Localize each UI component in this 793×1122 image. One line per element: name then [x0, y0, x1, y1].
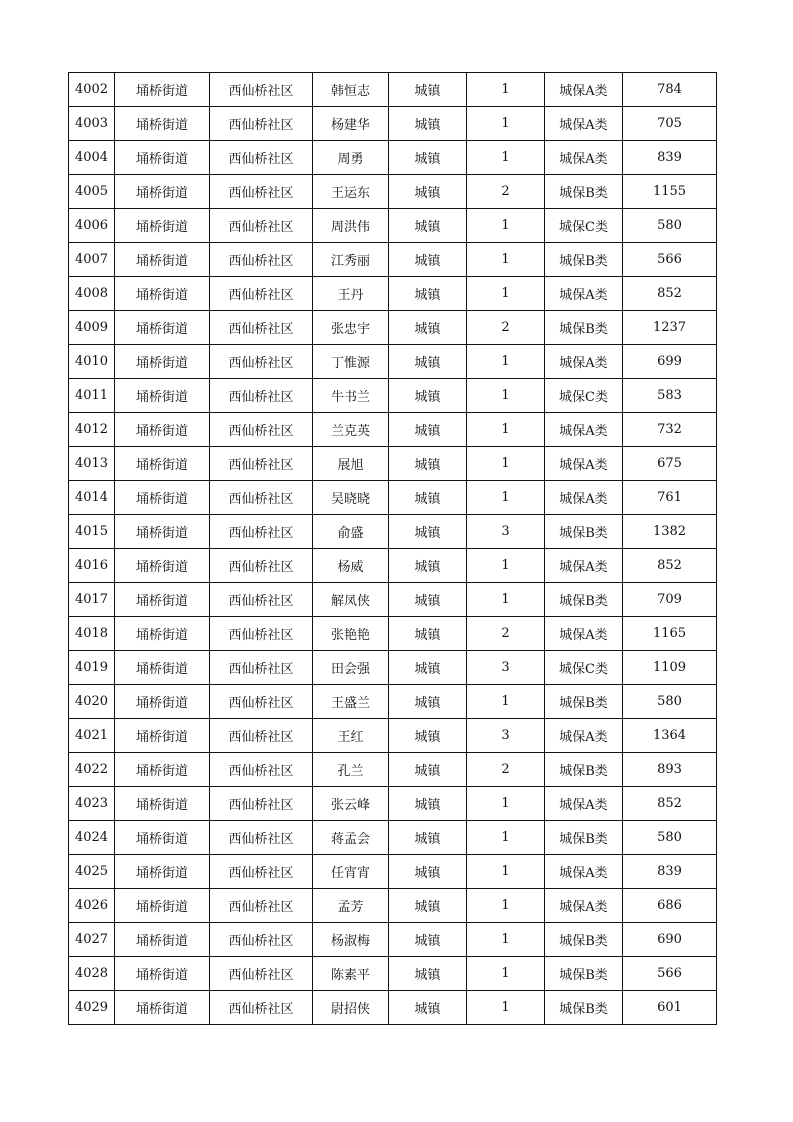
community-name-cell: 西仙桥社区: [210, 345, 313, 379]
person-name-cell: 尉招侠: [313, 991, 389, 1025]
row-id-cell: 4004: [69, 141, 115, 175]
benefit-amount-cell: 893: [623, 753, 717, 787]
table-row: [69, 107, 717, 141]
community-name-cell: 西仙桥社区: [210, 413, 313, 447]
insurance-category-cell: 城保A类: [545, 889, 623, 923]
street-name-cell: 埇桥街道: [115, 243, 210, 277]
benefit-amount-cell: 699: [623, 345, 717, 379]
household-count-cell: 3: [467, 719, 545, 753]
insurance-category-cell: 城保B类: [545, 685, 623, 719]
community-name-cell: 西仙桥社区: [210, 889, 313, 923]
table-row: [69, 787, 717, 821]
row-id-cell: 4012: [69, 413, 115, 447]
residence-type-cell: 城镇: [389, 821, 467, 855]
benefit-amount-cell: 839: [623, 855, 717, 889]
row-id-cell: 4009: [69, 311, 115, 345]
insurance-category-cell: 城保B类: [545, 753, 623, 787]
street-name-cell: 埇桥街道: [115, 515, 210, 549]
person-name-cell: 王红: [313, 719, 389, 753]
street-name-cell: 埇桥街道: [115, 73, 210, 107]
person-name-cell: 周勇: [313, 141, 389, 175]
street-name-cell: 埇桥街道: [115, 583, 210, 617]
row-id-cell: 4005: [69, 175, 115, 209]
household-count-cell: 1: [467, 923, 545, 957]
person-name-cell: 蒋孟会: [313, 821, 389, 855]
residence-type-cell: 城镇: [389, 413, 467, 447]
street-name-cell: 埇桥街道: [115, 855, 210, 889]
row-id-cell: 4025: [69, 855, 115, 889]
row-id-cell: 4023: [69, 787, 115, 821]
benefit-amount-cell: 1109: [623, 651, 717, 685]
household-count-cell: 1: [467, 889, 545, 923]
community-name-cell: 西仙桥社区: [210, 243, 313, 277]
residence-type-cell: 城镇: [389, 73, 467, 107]
benefit-amount-cell: 709: [623, 583, 717, 617]
street-name-cell: 埇桥街道: [115, 481, 210, 515]
row-id-cell: 4024: [69, 821, 115, 855]
community-name-cell: 西仙桥社区: [210, 957, 313, 991]
residence-type-cell: 城镇: [389, 617, 467, 651]
community-name-cell: 西仙桥社区: [210, 515, 313, 549]
row-id-cell: 4018: [69, 617, 115, 651]
benefit-amount-cell: 580: [623, 821, 717, 855]
benefit-amount-cell: 690: [623, 923, 717, 957]
insurance-category-cell: 城保B类: [545, 991, 623, 1025]
street-name-cell: 埇桥街道: [115, 549, 210, 583]
street-name-cell: 埇桥街道: [115, 957, 210, 991]
table-row: [69, 277, 717, 311]
insurance-category-cell: 城保A类: [545, 107, 623, 141]
benefit-amount-cell: 839: [623, 141, 717, 175]
benefit-amount-cell: 1382: [623, 515, 717, 549]
person-name-cell: 解凤侠: [313, 583, 389, 617]
community-name-cell: 西仙桥社区: [210, 73, 313, 107]
residence-type-cell: 城镇: [389, 957, 467, 991]
person-name-cell: 王盛兰: [313, 685, 389, 719]
person-name-cell: 田会强: [313, 651, 389, 685]
row-id-cell: 4003: [69, 107, 115, 141]
row-id-cell: 4010: [69, 345, 115, 379]
insurance-category-cell: 城保A类: [545, 855, 623, 889]
residence-type-cell: 城镇: [389, 719, 467, 753]
row-id-cell: 4006: [69, 209, 115, 243]
row-id-cell: 4002: [69, 73, 115, 107]
row-id-cell: 4028: [69, 957, 115, 991]
community-name-cell: 西仙桥社区: [210, 107, 313, 141]
table-row: [69, 481, 717, 515]
table-row: [69, 209, 717, 243]
row-id-cell: 4016: [69, 549, 115, 583]
person-name-cell: 展旭: [313, 447, 389, 481]
roster-body: [69, 73, 717, 1025]
table-row: [69, 957, 717, 991]
person-name-cell: 周洪伟: [313, 209, 389, 243]
insurance-category-cell: 城保A类: [545, 549, 623, 583]
residence-type-cell: 城镇: [389, 243, 467, 277]
table-row: [69, 549, 717, 583]
community-name-cell: 西仙桥社区: [210, 141, 313, 175]
insurance-category-cell: 城保B类: [545, 311, 623, 345]
street-name-cell: 埇桥街道: [115, 719, 210, 753]
community-name-cell: 西仙桥社区: [210, 923, 313, 957]
household-count-cell: 1: [467, 447, 545, 481]
insurance-category-cell: 城保B类: [545, 175, 623, 209]
residence-type-cell: 城镇: [389, 549, 467, 583]
street-name-cell: 埇桥街道: [115, 753, 210, 787]
household-count-cell: 1: [467, 991, 545, 1025]
street-name-cell: 埇桥街道: [115, 175, 210, 209]
household-count-cell: 2: [467, 753, 545, 787]
insurance-category-cell: 城保B类: [545, 243, 623, 277]
street-name-cell: 埇桥街道: [115, 889, 210, 923]
benefit-amount-cell: 686: [623, 889, 717, 923]
residence-type-cell: 城镇: [389, 753, 467, 787]
person-name-cell: 陈素平: [313, 957, 389, 991]
insurance-category-cell: 城保A类: [545, 719, 623, 753]
residence-type-cell: 城镇: [389, 345, 467, 379]
insurance-category-cell: 城保A类: [545, 73, 623, 107]
household-count-cell: 1: [467, 855, 545, 889]
person-name-cell: 韩恒志: [313, 73, 389, 107]
household-count-cell: 3: [467, 651, 545, 685]
residence-type-cell: 城镇: [389, 651, 467, 685]
benefit-amount-cell: 601: [623, 991, 717, 1025]
benefit-amount-cell: 1237: [623, 311, 717, 345]
household-count-cell: 1: [467, 141, 545, 175]
row-id-cell: 4021: [69, 719, 115, 753]
residence-type-cell: 城镇: [389, 515, 467, 549]
table-row: [69, 685, 717, 719]
row-id-cell: 4013: [69, 447, 115, 481]
street-name-cell: 埇桥街道: [115, 923, 210, 957]
insurance-category-cell: 城保A类: [545, 447, 623, 481]
table-row: [69, 821, 717, 855]
table-row: [69, 583, 717, 617]
benefit-amount-cell: 583: [623, 379, 717, 413]
street-name-cell: 埇桥街道: [115, 685, 210, 719]
community-name-cell: 西仙桥社区: [210, 617, 313, 651]
insurance-category-cell: 城保A类: [545, 787, 623, 821]
insurance-category-cell: 城保C类: [545, 651, 623, 685]
table-row: [69, 447, 717, 481]
table-row: [69, 345, 717, 379]
benefit-amount-cell: 732: [623, 413, 717, 447]
benefit-amount-cell: 580: [623, 209, 717, 243]
community-name-cell: 西仙桥社区: [210, 719, 313, 753]
table-row: [69, 141, 717, 175]
benefit-amount-cell: 566: [623, 957, 717, 991]
household-count-cell: 1: [467, 73, 545, 107]
row-id-cell: 4019: [69, 651, 115, 685]
table-row: [69, 719, 717, 753]
table-row: [69, 753, 717, 787]
row-id-cell: 4007: [69, 243, 115, 277]
residence-type-cell: 城镇: [389, 107, 467, 141]
person-name-cell: 牛书兰: [313, 379, 389, 413]
residence-type-cell: 城镇: [389, 583, 467, 617]
row-id-cell: 4011: [69, 379, 115, 413]
household-count-cell: 1: [467, 481, 545, 515]
benefit-amount-cell: 852: [623, 549, 717, 583]
benefit-amount-cell: 566: [623, 243, 717, 277]
table-row: [69, 413, 717, 447]
insurance-category-cell: 城保A类: [545, 277, 623, 311]
residence-type-cell: 城镇: [389, 923, 467, 957]
table-row: [69, 311, 717, 345]
person-name-cell: 江秀丽: [313, 243, 389, 277]
insurance-category-cell: 城保B类: [545, 515, 623, 549]
street-name-cell: 埇桥街道: [115, 209, 210, 243]
residence-type-cell: 城镇: [389, 141, 467, 175]
street-name-cell: 埇桥街道: [115, 413, 210, 447]
residence-type-cell: 城镇: [389, 175, 467, 209]
benefit-amount-cell: 1165: [623, 617, 717, 651]
insurance-category-cell: 城保C类: [545, 379, 623, 413]
table-row: [69, 379, 717, 413]
household-count-cell: 1: [467, 549, 545, 583]
street-name-cell: 埇桥街道: [115, 447, 210, 481]
household-count-cell: 1: [467, 787, 545, 821]
street-name-cell: 埇桥街道: [115, 821, 210, 855]
residence-type-cell: 城镇: [389, 447, 467, 481]
street-name-cell: 埇桥街道: [115, 651, 210, 685]
community-name-cell: 西仙桥社区: [210, 583, 313, 617]
residence-type-cell: 城镇: [389, 481, 467, 515]
residence-type-cell: 城镇: [389, 787, 467, 821]
row-id-cell: 4027: [69, 923, 115, 957]
person-name-cell: 丁惟源: [313, 345, 389, 379]
table-row: [69, 175, 717, 209]
benefit-amount-cell: 675: [623, 447, 717, 481]
residence-type-cell: 城镇: [389, 277, 467, 311]
community-name-cell: 西仙桥社区: [210, 277, 313, 311]
insurance-category-cell: 城保A类: [545, 413, 623, 447]
table-row: [69, 923, 717, 957]
community-name-cell: 西仙桥社区: [210, 787, 313, 821]
table-row: [69, 855, 717, 889]
table-row: [69, 73, 717, 107]
person-name-cell: 张云峰: [313, 787, 389, 821]
household-count-cell: 1: [467, 107, 545, 141]
table-row: [69, 991, 717, 1025]
benefit-amount-cell: 761: [623, 481, 717, 515]
person-name-cell: 张艳艳: [313, 617, 389, 651]
row-id-cell: 4022: [69, 753, 115, 787]
street-name-cell: 埇桥街道: [115, 617, 210, 651]
household-count-cell: 1: [467, 277, 545, 311]
street-name-cell: 埇桥街道: [115, 345, 210, 379]
household-count-cell: 3: [467, 515, 545, 549]
residence-type-cell: 城镇: [389, 855, 467, 889]
person-name-cell: 俞盛: [313, 515, 389, 549]
community-name-cell: 西仙桥社区: [210, 549, 313, 583]
household-count-cell: 1: [467, 243, 545, 277]
person-name-cell: 张忠宇: [313, 311, 389, 345]
row-id-cell: 4015: [69, 515, 115, 549]
insurance-category-cell: 城保A类: [545, 481, 623, 515]
benefit-amount-cell: 852: [623, 277, 717, 311]
household-count-cell: 1: [467, 957, 545, 991]
community-name-cell: 西仙桥社区: [210, 855, 313, 889]
roster-table: [68, 72, 717, 1025]
community-name-cell: 西仙桥社区: [210, 651, 313, 685]
person-name-cell: 杨淑梅: [313, 923, 389, 957]
residence-type-cell: 城镇: [389, 889, 467, 923]
row-id-cell: 4020: [69, 685, 115, 719]
household-count-cell: 1: [467, 821, 545, 855]
community-name-cell: 西仙桥社区: [210, 175, 313, 209]
household-count-cell: 1: [467, 379, 545, 413]
insurance-category-cell: 城保A类: [545, 617, 623, 651]
insurance-category-cell: 城保C类: [545, 209, 623, 243]
household-count-cell: 2: [467, 617, 545, 651]
insurance-category-cell: 城保B类: [545, 923, 623, 957]
community-name-cell: 西仙桥社区: [210, 821, 313, 855]
street-name-cell: 埇桥街道: [115, 991, 210, 1025]
household-count-cell: 1: [467, 413, 545, 447]
insurance-category-cell: 城保B类: [545, 583, 623, 617]
community-name-cell: 西仙桥社区: [210, 311, 313, 345]
row-id-cell: 4008: [69, 277, 115, 311]
person-name-cell: 王运东: [313, 175, 389, 209]
person-name-cell: 杨威: [313, 549, 389, 583]
benefit-amount-cell: 705: [623, 107, 717, 141]
benefit-amount-cell: 1364: [623, 719, 717, 753]
benefit-amount-cell: 1155: [623, 175, 717, 209]
street-name-cell: 埇桥街道: [115, 379, 210, 413]
community-name-cell: 西仙桥社区: [210, 481, 313, 515]
household-count-cell: 1: [467, 685, 545, 719]
street-name-cell: 埇桥街道: [115, 107, 210, 141]
community-name-cell: 西仙桥社区: [210, 685, 313, 719]
insurance-category-cell: 城保B类: [545, 957, 623, 991]
table-row: [69, 243, 717, 277]
community-name-cell: 西仙桥社区: [210, 447, 313, 481]
street-name-cell: 埇桥街道: [115, 311, 210, 345]
residence-type-cell: 城镇: [389, 991, 467, 1025]
table-row: [69, 889, 717, 923]
community-name-cell: 西仙桥社区: [210, 991, 313, 1025]
residence-type-cell: 城镇: [389, 311, 467, 345]
street-name-cell: 埇桥街道: [115, 277, 210, 311]
residence-type-cell: 城镇: [389, 209, 467, 243]
table-row: [69, 651, 717, 685]
table-row: [69, 617, 717, 651]
street-name-cell: 埇桥街道: [115, 787, 210, 821]
insurance-category-cell: 城保A类: [545, 141, 623, 175]
household-count-cell: 1: [467, 209, 545, 243]
community-name-cell: 西仙桥社区: [210, 753, 313, 787]
table-row: [69, 515, 717, 549]
benefit-amount-cell: 784: [623, 73, 717, 107]
street-name-cell: 埇桥街道: [115, 141, 210, 175]
row-id-cell: 4029: [69, 991, 115, 1025]
household-count-cell: 2: [467, 175, 545, 209]
person-name-cell: 孔兰: [313, 753, 389, 787]
person-name-cell: 王丹: [313, 277, 389, 311]
residence-type-cell: 城镇: [389, 379, 467, 413]
community-name-cell: 西仙桥社区: [210, 209, 313, 243]
residence-type-cell: 城镇: [389, 685, 467, 719]
person-name-cell: 孟芳: [313, 889, 389, 923]
benefit-amount-cell: 852: [623, 787, 717, 821]
insurance-category-cell: 城保B类: [545, 821, 623, 855]
benefit-amount-cell: 580: [623, 685, 717, 719]
row-id-cell: 4014: [69, 481, 115, 515]
row-id-cell: 4017: [69, 583, 115, 617]
person-name-cell: 吴晓晓: [313, 481, 389, 515]
row-id-cell: 4026: [69, 889, 115, 923]
household-count-cell: 1: [467, 345, 545, 379]
household-count-cell: 1: [467, 583, 545, 617]
person-name-cell: 兰克英: [313, 413, 389, 447]
community-name-cell: 西仙桥社区: [210, 379, 313, 413]
household-count-cell: 2: [467, 311, 545, 345]
insurance-category-cell: 城保A类: [545, 345, 623, 379]
person-name-cell: 杨建华: [313, 107, 389, 141]
person-name-cell: 任宵宵: [313, 855, 389, 889]
